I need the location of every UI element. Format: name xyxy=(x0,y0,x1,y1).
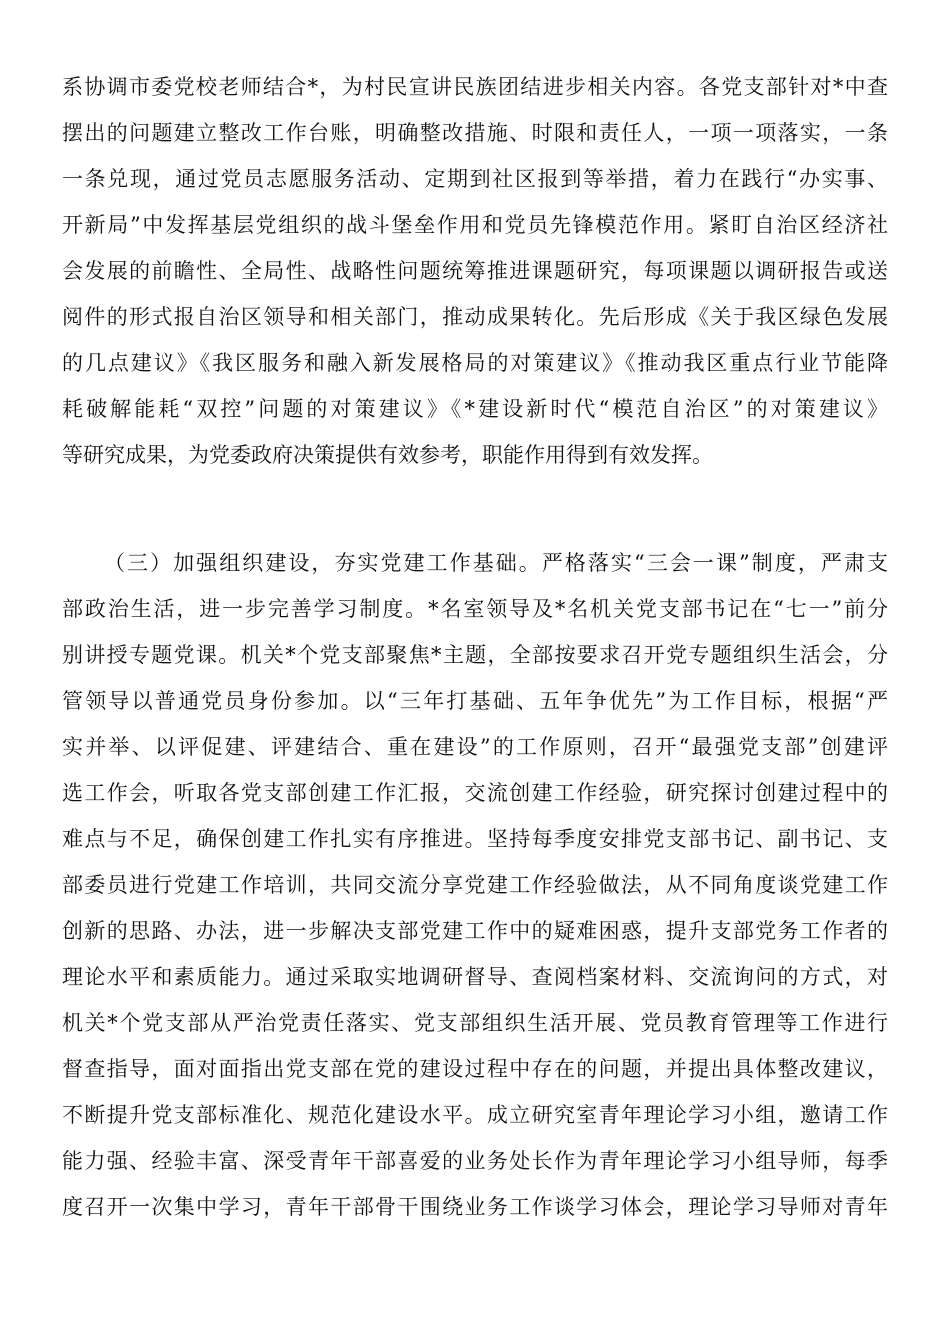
paragraph-2-line: 能力强、经验丰富、深受青年干部喜爱的业务处长作为青年理论学习小组导师，每季 xyxy=(62,1149,888,1173)
paragraph-1-line: 摆出的问题建立整改工作台账，明确整改措施、时限和责任人，一项一项落实，一条 xyxy=(62,121,888,145)
paragraph-2-line: 度召开一次集中学习，青年干部骨干围绕业务工作谈学习体会，理论学习导师对青年 xyxy=(62,1195,888,1219)
paragraph-1-line: 开新局”中发挥基层党组织的战斗堡垒作用和党员先锋模范作用。紧盯自治区经济社 xyxy=(62,213,888,237)
paragraph-2-line: 管领导以普通党员身份参加。以“三年打基础、五年争优先”为工作目标，根据“严 xyxy=(62,689,888,713)
paragraph-2 xyxy=(62,540,888,1230)
paragraph-1 xyxy=(62,64,888,478)
paragraph-1-line: 等研究成果，为党委政府决策提供有效参考，职能作用得到有效发挥。 xyxy=(62,443,713,467)
paragraph-2-line: 别讲授专题党课。机关*个党支部聚焦*主题，全部按要求召开党专题组织生活会，分 xyxy=(62,643,888,667)
paragraph-2-line: 选工作会，听取各党支部创建工作汇报，交流创建工作经验，研究探讨创建过程中的 xyxy=(62,781,888,805)
paragraph-1-line: 阅件的形式报自治区领导和相关部门，推动成果转化。先后形成《关于我区绿色发展 xyxy=(62,305,888,329)
paragraph-1-line: 会发展的前瞻性、全局性、战略性问题统筹推进课题研究，每项课题以调研报告或送 xyxy=(62,259,888,283)
paragraph-1-line: 一条兑现，通过党员志愿服务活动、定期到社区报到等举措，着力在践行“办实事、 xyxy=(62,167,888,191)
paragraph-2-line: 机关*个党支部从严治党责任落实、党支部组织生活开展、党员教育管理等工作进行 xyxy=(62,1011,888,1035)
paragraph-2-line: 理论水平和素质能力。通过采取实地调研督导、查阅档案材料、交流询问的方式，对 xyxy=(62,965,888,989)
paragraph-1-line: 耗破解能耗“双控”问题的对策建议》《*建设新时代“模范自治区”的对策建议》 xyxy=(62,397,888,421)
paragraph-2-line: 部政治生活，进一步完善学习制度。*名室领导及*名机关党支部书记在“七一”前分 xyxy=(62,597,888,621)
paragraph-2-line: 不断提升党支部标准化、规范化建设水平。成立研究室青年理论学习小组，邀请工作 xyxy=(62,1103,888,1127)
paragraph-2-line: 督查指导，面对面指出党支部在党的建设过程中存在的问题，并提出具体整改建议， xyxy=(62,1057,888,1081)
paragraph-1-line: 系协调市委党校老师结合*，为村民宣讲民族团结进步相关内容。各党支部针对*中查 xyxy=(62,75,888,99)
paragraph-2-heading-line: （三）加强组织建设，夯实党建工作基础。严格落实“三会一课”制度，严肃支 xyxy=(104,551,888,575)
paragraph-2-line: 难点与不足，确保创建工作扎实有序推进。坚持每季度安排党支部书记、副书记、支 xyxy=(62,827,888,851)
paragraph-2-line: 部委员进行党建工作培训，共同交流分享党建工作经验做法，从不同角度谈党建工作 xyxy=(62,873,888,897)
paragraph-1-line: 的几点建议》《我区服务和融入新发展格局的对策建议》《推动我区重点行业节能降 xyxy=(62,351,888,375)
paragraph-2-line: 创新的思路、办法，进一步解决支部党建工作中的疑难困惑，提升支部党务工作者的 xyxy=(62,919,888,943)
paragraph-2-line: 实并举、以评促建、评建结合、重在建设”的工作原则，召开“最强党支部”创建评 xyxy=(62,735,888,759)
